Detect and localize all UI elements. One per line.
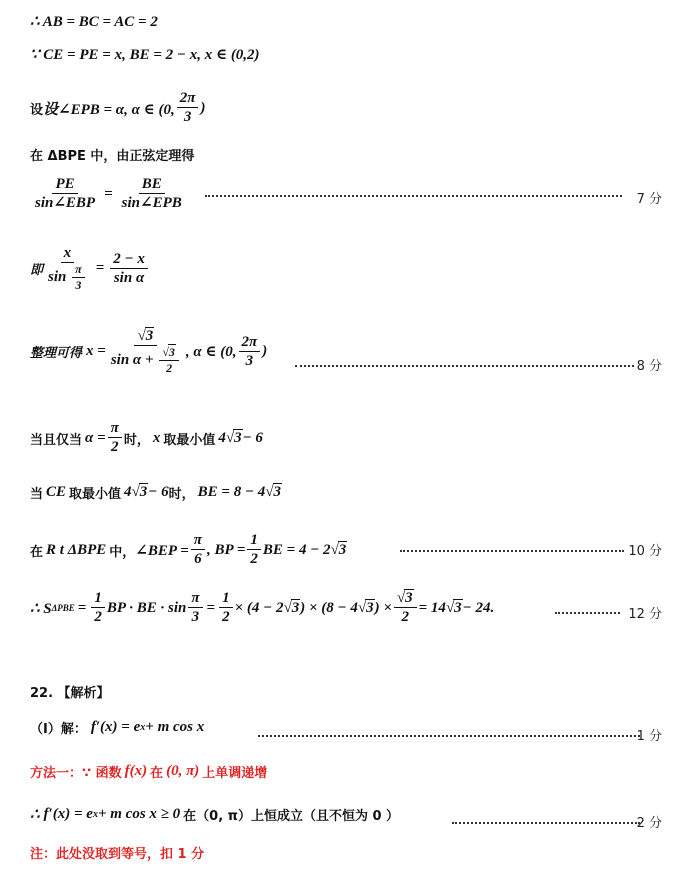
score-1: 1 分 bbox=[636, 729, 662, 744]
expr-text: 设∠EPB = α, α ∈ (0, bbox=[43, 101, 175, 118]
line-solve-x: 整理可得 x = √3 sin α + $\frac{√3}{2}$ , α ∈ (0, $\frac{2\pi}{3}$ ) bbox=[30, 328, 268, 376]
fraction: $\frac{1}{2}$ bbox=[219, 590, 233, 626]
fraction: $\frac{\pi}{2}$ bbox=[108, 420, 122, 456]
line-nonnegative-derivative: ∴ f′(x) = e x + m cos x ≥ 0 在（0, π）上恒成立（且不恒为 0 ） bbox=[30, 806, 400, 824]
line-area: ∴ S ΔPBE = $\frac{1}{2}$ BP · BE · sin $\frac{\pi}{3}$ = $\frac{1}{2}$ × (4 − 2 √3 ) × (8 − 4 √3 ) × $\frac{√3}{2}$ = 14 √3 − 24. bbox=[30, 590, 495, 626]
score-7: 7 分 bbox=[636, 192, 662, 207]
score-8: 8 分 bbox=[636, 359, 662, 374]
fraction: $\frac{BE}{\text{sin∠EPB}}$ bbox=[121, 176, 182, 212]
line-ce-pe: ∵ CE = PE = x, BE = 2 − x, x ∈ (0,2) bbox=[30, 47, 260, 63]
line-angle-epb: 设 设∠EPB = α, α ∈ (0, $\frac{2\pi}{3}$ ) bbox=[30, 90, 206, 126]
fraction: $\frac{√3}{2}$ bbox=[159, 346, 179, 375]
fraction: $\frac{\pi}{6}$ bbox=[191, 532, 205, 568]
line-right-triangle: 在 R t ΔBPE 中， ∠BEP = $\frac{\pi}{6}$ , BP = $\frac{1}{2}$ BE = 4 − 2 √3 bbox=[30, 532, 347, 568]
fraction: x sin $\frac{\pi}{3}$ bbox=[45, 245, 90, 292]
line-ratio: 即 x sin $\frac{\pi}{3}$ = $\frac{2 - x}{\text{sin α}}$ bbox=[30, 245, 150, 292]
dotted-leader bbox=[295, 365, 634, 367]
fraction: $\frac{2 - x}{\text{sin α}}$ bbox=[110, 251, 148, 287]
fraction: $\frac{PE}{\text{sin∠EBP}}$ bbox=[35, 176, 96, 212]
dotted-leader bbox=[205, 195, 622, 197]
score-2: 2 分 bbox=[636, 816, 662, 831]
fraction: $\frac{2\pi}{3}$ bbox=[239, 334, 261, 370]
score-12: 12 分 bbox=[628, 607, 662, 622]
line-derivative: （Ⅰ）解： f′(x) = e x + m cos x bbox=[30, 719, 205, 737]
fraction: $\frac{1}{2}$ bbox=[91, 590, 105, 626]
line-sine-rule: $\frac{PE}{\text{sin∠EBP}}$ = $\frac{BE}{\text{sin∠EPB}}$ bbox=[30, 176, 187, 212]
dotted-leader bbox=[258, 735, 640, 737]
dotted-leader bbox=[555, 612, 620, 614]
fraction: $\frac{\pi}{3}$ bbox=[72, 263, 85, 292]
section-22-heading: 22. 【解析】 bbox=[30, 686, 110, 701]
line-law-of-sines-intro: 在 ΔBPE 中，由正弦定理得 bbox=[30, 149, 195, 164]
dotted-leader bbox=[400, 550, 624, 552]
line-min-value-condition: 当且仅当 α = $\frac{\pi}{2}$ 时， x 取最小值 4 √3 − 6 bbox=[30, 420, 263, 456]
fraction: $\frac{2\pi}{3}$ bbox=[177, 90, 199, 126]
line-ce-min: 当 CE 取最小值 4 √3 − 6 时， BE = 8 − 4 √3 bbox=[30, 484, 282, 502]
line-ab-bc-ac: ∴ AB = BC = AC = 2 bbox=[30, 14, 158, 30]
fraction: $\frac{√3}{2}$ bbox=[394, 590, 417, 626]
dotted-leader bbox=[452, 822, 640, 824]
fraction: $\frac{1}{2}$ bbox=[247, 532, 261, 568]
fraction: $\frac{\pi}{3}$ bbox=[188, 590, 202, 626]
note-deduction: 注：此处没取到等号，扣 1 分 bbox=[30, 847, 205, 862]
score-10: 10 分 bbox=[628, 544, 662, 559]
line-method-one: 方法一：∵ 函数 f(x) 在 (0, π) 上单调递增 bbox=[30, 763, 268, 781]
fraction: √3 sin α + $\frac{√3}{2}$ bbox=[108, 328, 184, 375]
